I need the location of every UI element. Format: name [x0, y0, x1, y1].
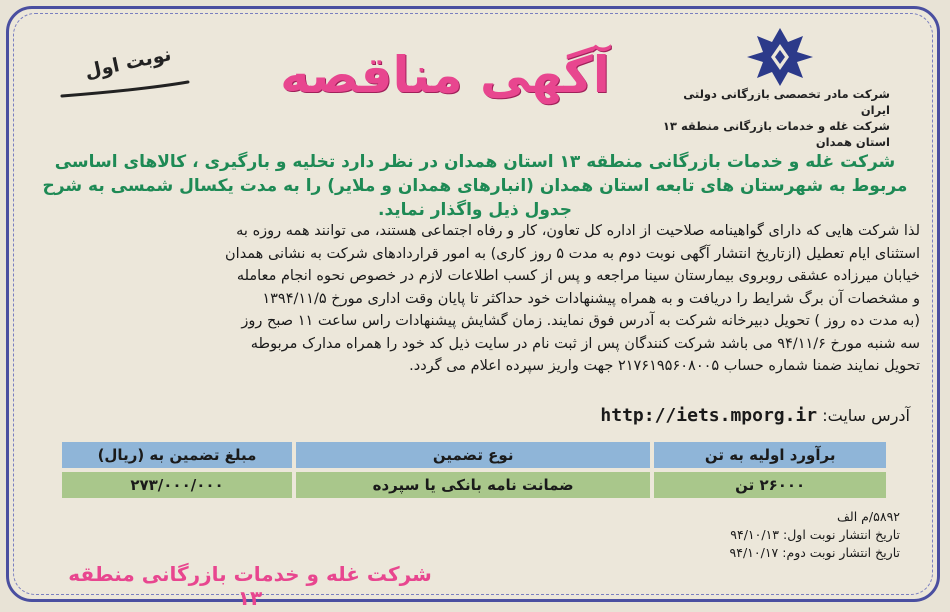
- table-row: [62, 472, 886, 498]
- table-cell-guarantee-type: ضمانت نامه بانکی یا سپرده: [296, 472, 650, 498]
- body-line: سه شنبه مورخ ۹۴/۱۱/۶ می باشد شرکت کنندگان پس از ثبت نام در سایت ذیل کد خود را همراه مدارک مربوطه: [250, 335, 920, 352]
- table-cell-guarantee-amount: ۲۷۳/۰۰۰/۰۰۰: [62, 472, 292, 498]
- star-logo-icon: [745, 26, 815, 88]
- body-line: (به مدت ده روز ) تحویل دبیرخانه شرکت به آدرس فوق نمایند. زمان گشایش پیشنهادات راس ساعت ۱۱ صبح روز: [241, 313, 920, 329]
- table-header-estimate: برآورد اولیه به تن: [654, 442, 886, 468]
- round-label: نوبت اول: [82, 43, 174, 83]
- company-info: [660, 86, 890, 150]
- company-line-1: شرکت مادر تخصصی بازرگانی دولتی ایران: [683, 87, 890, 117]
- tender-table: [58, 438, 890, 502]
- table-header-guarantee-amount: مبلغ تضمین به (ریال): [62, 442, 292, 468]
- footer-company-name: شرکت غله و خدمات بازرگانی منطقه ۱۳: [68, 562, 432, 610]
- table-header-row: [62, 442, 886, 468]
- body-line: تحویل نمایند ضمنا شماره حساب ۲۱۷۶۱۹۵۶۰۸۰۰۵ جهت واریز سپرده اعلام می گردد.: [409, 358, 920, 374]
- publication-meta: [600, 508, 900, 562]
- body-line: و مشخصات آن برگ شرایط را دریافت و به همراه پیشنهادات خود حداکثر تا پایان وقت اداری مورخ ۱۳۹۴/۱۱/۵: [262, 290, 920, 307]
- first-publication-date: تاریخ انتشار نوبت اول: ۹۴/۱۰/۱۳: [730, 527, 900, 542]
- body-line: خیابان میرزاده عشقی روبروی بیمارستان سینا مراجعه و پس از کسب اطلاعات لازم در خصوص نحوه انجام معامله: [236, 268, 920, 284]
- body-line: استثنای ایام تعطیل (ازتاریخ انتشار آگهی نوبت دوم به مدت ۵ روز کاری) به امور قراردادهای شرکت به نشانی همدان: [225, 245, 920, 262]
- table-cell-estimate: ۲۶۰۰۰ تن: [654, 472, 886, 498]
- reference-number: ۵۸۹۲/م الف: [836, 509, 900, 524]
- website-url[interactable]: http://iets.mporg.ir: [600, 405, 818, 426]
- intro-paragraph: شرکت غله و خدمات بازرگانی منطقه ۱۳ استان همدان در نظر دارد تخلیه و بارگیری ، کالاهای اساسی مربوط به شهرستان های تابعه استان همدان (انبارهای همدان و ملایر) را به مدت یکسال شمسی به شرح جدول ذیل واگذار نماید.: [42, 152, 908, 220]
- website-label: آدرس سایت:: [822, 406, 910, 425]
- round-underline-stroke: [58, 78, 193, 100]
- company-line-2: شرکت غله و خدمات بازرگانی منطقه ۱۳: [662, 119, 890, 133]
- second-publication-date: تاریخ انتشار نوبت دوم: ۹۴/۱۰/۱۷: [729, 545, 900, 560]
- ad-headline: آگهی مناقصه: [280, 46, 610, 104]
- body-paragraph: [25, 220, 920, 378]
- body-line: لذا شرکت هایی که دارای گواهینامه صلاحیت از اداره کل تعاون، کار و رفاه اجتماعی هستند، می توانند همه روزه به: [236, 223, 920, 239]
- website-line: [510, 405, 910, 426]
- table-header-guarantee-type: نوع تضمین: [296, 442, 650, 468]
- company-line-3: استان همدان: [815, 135, 890, 149]
